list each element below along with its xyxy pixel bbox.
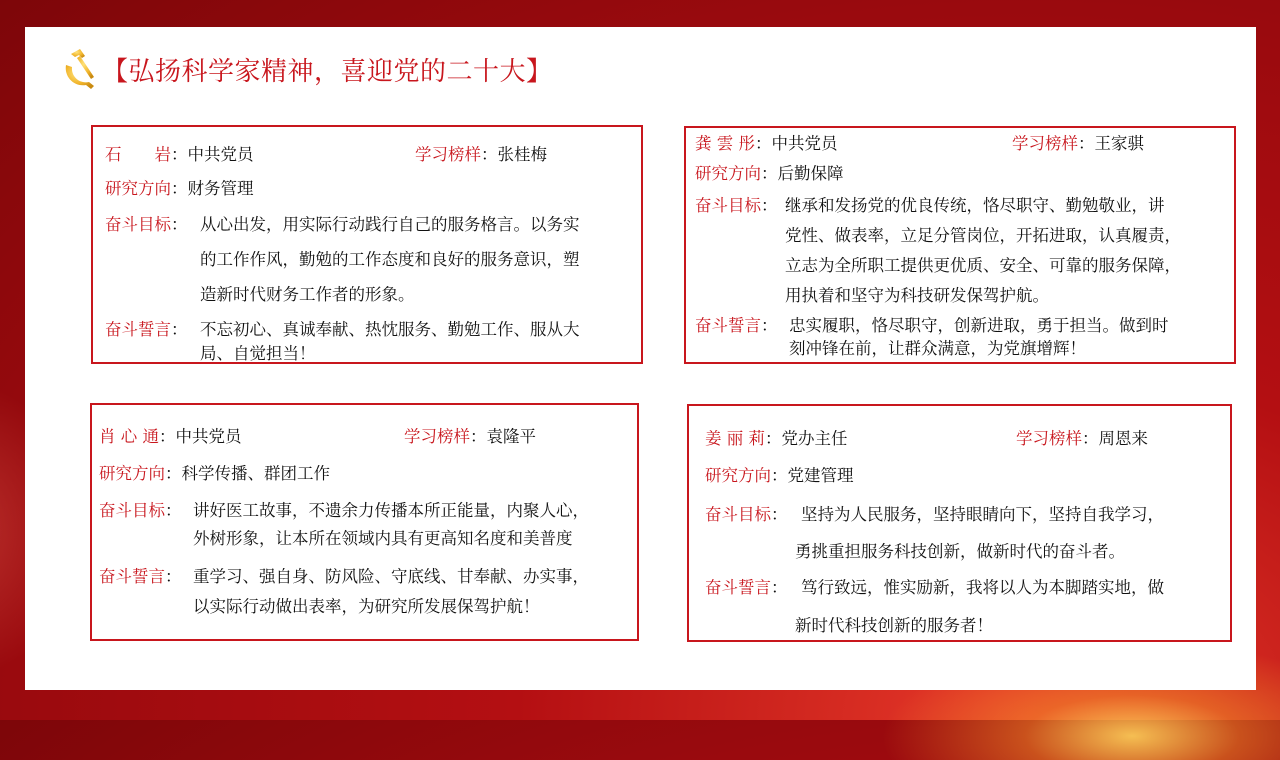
- member-name-row: 肖 心 通：中共党员: [99, 427, 242, 446]
- member-name: 肖 心 通: [99, 427, 159, 446]
- member-status: 中共党员: [187, 145, 254, 164]
- oath-label: 奋斗誓言: [105, 320, 171, 339]
- field-row: 研究方向：党建管理: [705, 466, 854, 485]
- oath-label: 奋斗誓言: [695, 316, 761, 335]
- oath-line: 重学习、强自身、防风险、守底线、甘奉献、办实事，: [193, 567, 589, 586]
- goal-line: 继承和发扬党的优良传统，恪尽职守、勤勉敬业，讲: [785, 196, 1165, 215]
- goal-label: 奋斗目标: [105, 215, 171, 234]
- model-label: 学习榜样: [1012, 134, 1078, 153]
- profile-card-1: [91, 125, 643, 364]
- field-row: 研究方向：后勤保障: [695, 164, 844, 183]
- goal-line: 勇挑重担服务科技创新，做新时代的奋斗者。: [795, 542, 1125, 561]
- member-name-row: 姜 丽 莉：党办主任: [705, 429, 848, 448]
- goal-line: 党性、做表率，立足分管岗位，开拓进取，认真履责，: [785, 226, 1181, 245]
- model-row: 学习榜样：周恩来: [1016, 429, 1148, 448]
- member-status: 中共党员: [175, 427, 242, 446]
- goal-line: 用执着和坚守为科技研发保驾护航。: [785, 286, 1049, 305]
- oath-label: 奋斗誓言: [99, 567, 165, 586]
- oath-label-row: 奋斗誓言：: [99, 567, 182, 586]
- goal-line: 立志为全所职工提供更优质、安全、可靠的服务保障，: [785, 256, 1181, 275]
- member-status: 党办主任: [781, 429, 848, 448]
- model-label: 学习榜样: [1016, 429, 1082, 448]
- model-row: 学习榜样：王家骐: [1012, 134, 1144, 153]
- goal-label: 奋斗目标: [705, 505, 771, 524]
- oath-label-row: 奋斗誓言：: [105, 320, 188, 339]
- profile-card-2: [684, 126, 1236, 364]
- member-name: 龚 雲 彤: [695, 134, 755, 153]
- goal-label: 奋斗目标: [99, 501, 165, 520]
- field-value: 财务管理: [187, 179, 254, 198]
- model-row: 学习榜样：张桂梅: [415, 145, 547, 164]
- member-name-row: 龚 雲 彤：中共党员: [695, 134, 838, 153]
- member-name-row: 石 岩：中共党员: [105, 145, 254, 164]
- member-name: 石 岩: [105, 145, 171, 164]
- model-label: 学习榜样: [415, 145, 481, 164]
- oath-line: 忠实履职，恪尽职守，创新进取，勇于担当。做到时: [789, 316, 1169, 335]
- oath-label: 奋斗誓言: [705, 578, 771, 597]
- field-label: 研究方向: [705, 466, 771, 485]
- profile-card-4: [687, 404, 1232, 642]
- model-name: 王家骐: [1094, 134, 1144, 153]
- goal-label-row: 奋斗目标：: [695, 196, 778, 215]
- page-header: [58, 44, 553, 94]
- oath-line: 不忘初心、真诚奉献、热忱服务、勤勉工作、服从大: [200, 320, 580, 339]
- model-row: 学习榜样：袁隆平: [404, 427, 536, 446]
- party-emblem-icon: [58, 47, 102, 91]
- goal-line: 讲好医工故事，不遗余力传播本所正能量，内聚人心，: [193, 501, 589, 520]
- field-value: 后勤保障: [777, 164, 844, 183]
- oath-line: 新时代科技创新的服务者！: [795, 616, 993, 635]
- field-row: 研究方向：财务管理: [105, 179, 254, 198]
- field-value: 科学传播、群团工作: [181, 464, 330, 483]
- page-title: 【弘扬科学家精神，喜迎党的二十大】: [102, 56, 553, 87]
- field-label: 研究方向: [99, 464, 165, 483]
- field-row: 研究方向：科学传播、群团工作: [99, 464, 330, 483]
- oath-label-row: 奋斗誓言：: [705, 578, 788, 597]
- model-name: 张桂梅: [497, 145, 547, 164]
- goal-line: 坚持为人民服务，坚持眼睛向下，坚持自我学习，: [801, 505, 1164, 524]
- goal-label-row: 奋斗目标：: [99, 501, 182, 520]
- oath-line: 笃行致远，惟实励新，我将以人为本脚踏实地，做: [801, 578, 1164, 597]
- oath-label-row: 奋斗誓言：: [695, 316, 778, 335]
- goal-label-row: 奋斗目标：: [105, 215, 188, 234]
- oath-line: 以实际行动做出表率，为研究所发展保驾护航！: [193, 597, 540, 616]
- member-status: 中共党员: [771, 134, 838, 153]
- goal-line: 造新时代财务工作者的形象。: [200, 285, 415, 304]
- oath-line: 局、自觉担当！: [200, 344, 316, 363]
- field-label: 研究方向: [695, 164, 761, 183]
- goal-label-row: 奋斗目标：: [705, 505, 788, 524]
- goal-line: 的工作作风，勤勉的工作态度和良好的服务意识，塑: [200, 250, 580, 269]
- oath-line: 刻冲锋在前，让群众满意，为党旗增辉！: [789, 339, 1086, 358]
- model-label: 学习榜样: [404, 427, 470, 446]
- field-value: 党建管理: [787, 466, 854, 485]
- member-name: 姜 丽 莉: [705, 429, 765, 448]
- goal-line: 外树形象，让本所在领域内具有更高知名度和美普度: [193, 529, 573, 548]
- model-name: 周恩来: [1098, 429, 1148, 448]
- profile-card-3: [90, 403, 639, 641]
- goal-line: 从心出发，用实际行动践行自己的服务格言。以务实: [200, 215, 580, 234]
- goal-label: 奋斗目标: [695, 196, 761, 215]
- field-label: 研究方向: [105, 179, 171, 198]
- model-name: 袁隆平: [486, 427, 536, 446]
